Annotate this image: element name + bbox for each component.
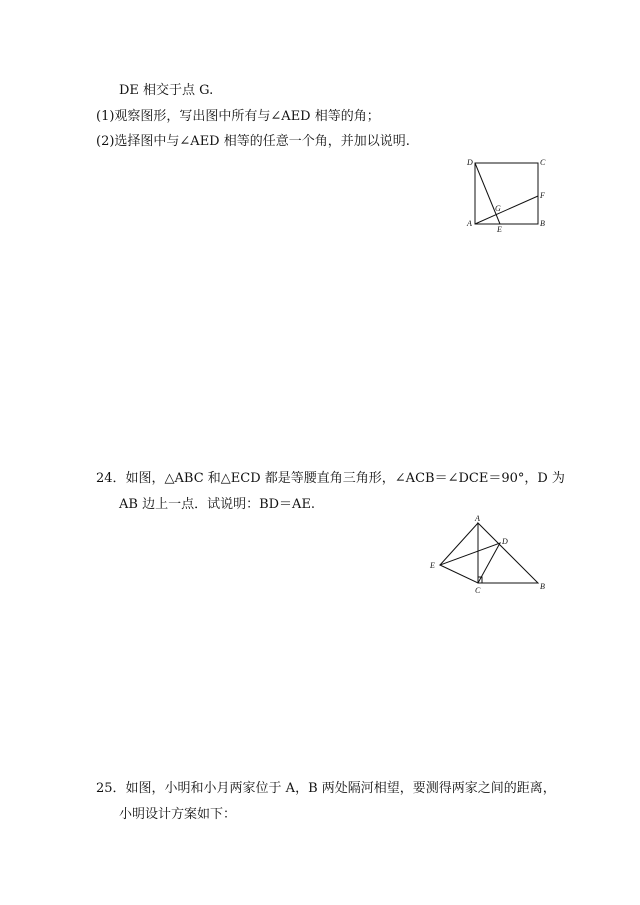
figure-square-abcd (462, 155, 562, 235)
figure-triangles-abc-ecd (425, 513, 555, 598)
label-a: A (467, 219, 472, 228)
q23-line-cont: DE 相交于点 G. (119, 83, 214, 98)
segment-ae (440, 523, 478, 565)
q24-line2: AB 边上一点．试说明：BD＝AE. (119, 497, 316, 512)
label-a2: A (475, 514, 480, 523)
label-c: C (540, 158, 546, 167)
q24-line1: 24．如图，△ABC 和△ECD 都是等腰直角三角形，∠ACB＝∠DCE＝90°，D 为 (96, 471, 565, 486)
label-e2: E (430, 561, 435, 570)
label-d2: D (502, 537, 508, 546)
label-e: E (497, 225, 502, 234)
label-c2: C (475, 586, 481, 595)
q25-line1: 25．如图，小明和小月两家位于 A，B 两处隔河相望，要测得两家之间的距离， (96, 781, 556, 796)
label-f: F (540, 191, 545, 200)
triangle-ecd (440, 543, 500, 583)
q23-part1: (1)观察图形，写出图中所有与∠AED 相等的角； (96, 109, 380, 124)
label-b: B (540, 219, 545, 228)
segment-af (475, 196, 538, 224)
square-abcd (475, 163, 538, 224)
triangle-abc (478, 523, 538, 583)
q23-part2: (2)选择图中与∠AED 相等的任意一个角，并加以说明. (96, 134, 410, 149)
label-d: D (467, 158, 473, 167)
label-b2: B (540, 582, 545, 591)
label-g: G (495, 204, 501, 213)
q25-line2: 小明设计方案如下： (119, 807, 237, 822)
